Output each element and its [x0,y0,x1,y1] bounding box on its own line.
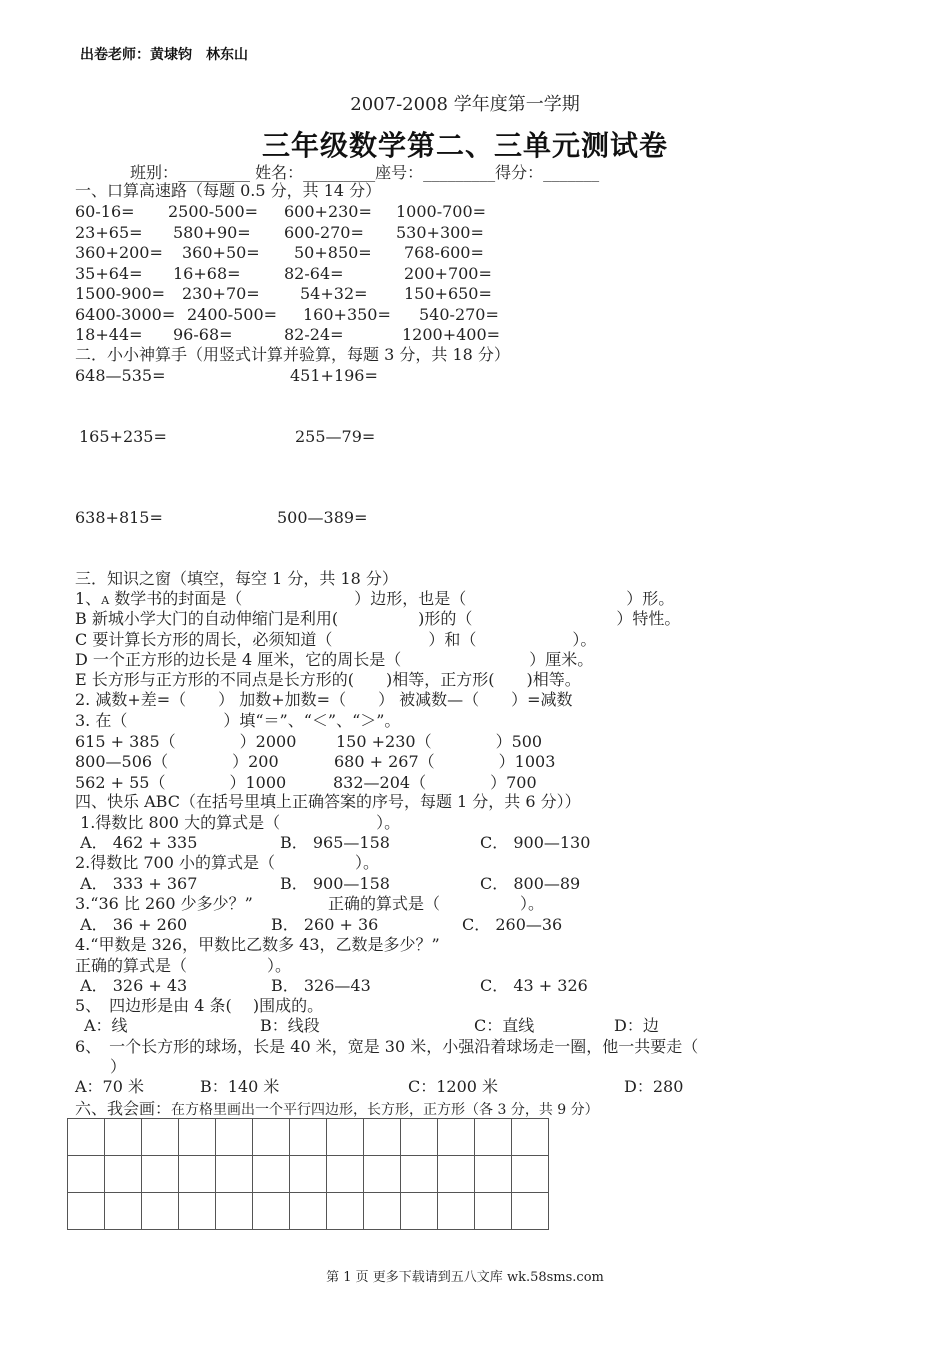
author-line: 出卷老师：黄埭钧 林东山 [80,47,248,63]
grid-cell[interactable] [142,1193,179,1230]
grid-cell[interactable] [253,1119,290,1156]
vertical-calc-3a: 638+815= [75,508,163,527]
section-4-heading: 四、快乐 ABC（在括号里填上正确答案的序号，每题 1 分，共 6 分）） [75,792,581,811]
q4-5-option-c: C：直线 [474,1016,535,1035]
grid-cell[interactable] [105,1119,142,1156]
question-4-6-paren: ） [110,1057,127,1076]
question-4-1: 1.得数比 800 大的算式是（ ）。 [75,813,401,832]
question-3-1e: E 长方形与正方形的不同点是长方形的( )相等，正方形( )相等。 [75,670,581,689]
vertical-calc-2b: 255—79= [295,427,376,446]
q4-3-option-a: A． 36 + 260 [75,915,188,934]
oral-calc-item: 150+650= [404,284,492,303]
grid-cell[interactable] [253,1193,290,1230]
section-6-title: 六、我会画： [75,1099,172,1118]
grid-cell[interactable] [401,1156,438,1193]
oral-calc-item: 82-64= [284,263,344,283]
grid-cell[interactable] [438,1193,475,1230]
compare-item: 150 +230（ ）500 [336,732,543,751]
oral-calc-item: 600-270= [284,222,364,242]
q4-5-option-d: D：边 [614,1016,659,1035]
compare-item: 562 + 55（ ）1000 [75,772,287,792]
oral-calc-item: 230+70= [182,284,260,303]
section-2-heading: 二．小小神算手（用竖式计算并验算，每题 3 分，共 18 分） [75,345,510,364]
grid-cell[interactable] [142,1119,179,1156]
oral-calc-item: 18+44= [75,325,143,344]
compare-item: 680 + 267（ ）1003 [334,752,556,772]
vertical-calc-1a: 648—535= [75,366,166,385]
oral-calc-item: 16+68= [173,263,241,283]
compare-item: 615 + 385（ ）2000 [75,732,297,751]
q4-2-option-a: A． 333 + 367 [75,874,198,893]
grid-cell[interactable] [253,1156,290,1193]
oral-calc-item: 35+64= [75,263,143,283]
question-text: 数学书的封面是（ ）边形，也是（ ）形。 [109,589,675,608]
q4-4-option-b: B． 326—43 [271,976,371,995]
grid-cell[interactable] [364,1193,401,1230]
grid-cell[interactable] [475,1156,512,1193]
grid-cell[interactable] [179,1193,216,1230]
grid-cell[interactable] [364,1156,401,1193]
grid-cell[interactable] [105,1193,142,1230]
q4-5-option-b: B：线段 [260,1016,320,1035]
question-4-4b: 正确的算式是（ ）。 [75,956,292,975]
question-letter: A [101,594,110,607]
grid-cell[interactable] [142,1156,179,1193]
student-info-line: 班别：_________ 姓名：_________座号：_________得分：_______ [130,163,600,182]
grid-cell[interactable] [68,1193,105,1230]
oral-calc-item: 540-270= [419,304,499,324]
question-3-1b: B 新城小学大门的自动伸缩门是利用( )形的（ ）特性。 [75,609,681,628]
q4-3-option-c: C． 260—36 [462,915,563,934]
drawing-grid[interactable] [67,1118,549,1230]
grid-cell[interactable] [512,1119,549,1156]
oral-calc-item: 530+300= [396,222,484,242]
question-4-5: 5、 四边形是由 4 条( )围成的。 [75,996,324,1015]
question-3-1c: C 要计算长方形的周长，必须知道（ ）和（ ）。 [75,630,597,649]
oral-calc-item: 2500-500= [168,202,259,221]
grid-cell[interactable] [438,1119,475,1156]
oral-calc-item: 1000-700= [396,202,487,221]
grid-cell[interactable] [327,1156,364,1193]
section-3-heading: 三．知识之窗（填空，每空 1 分，共 18 分） [75,569,398,588]
grid-cell[interactable] [216,1193,253,1230]
oral-calc-item: 360+50= [182,243,260,262]
question-number: 1、 [75,589,102,608]
grid-cell[interactable] [105,1156,142,1193]
grid-cell[interactable] [475,1119,512,1156]
oral-calc-item: 60-16= [75,202,135,221]
q4-5-option-a: A：线 [84,1016,128,1035]
oral-calc-item: 200+700= [404,263,492,283]
section-6-heading [75,1099,599,1119]
question-3-1a [75,589,674,611]
question-4-2: 2.得数比 700 小的算式是（ ）。 [75,853,379,872]
grid-cell[interactable] [401,1193,438,1230]
q4-4-option-c: C． 43 + 326 [480,976,588,995]
q4-4-option-a: A． 326 + 43 [75,976,188,995]
q4-6-option-d: D：280 [624,1077,684,1096]
q4-1-option-b: B． 965—158 [280,833,390,852]
oral-calc-item: 23+65= [75,222,143,242]
page-footer: 第 1 页 更多下载请到五八文库 wk.58sms.com [326,1270,604,1285]
grid-cell[interactable] [290,1193,327,1230]
question-3-2: 2. 减数+差=（ ） 加数+加数=（ ） 被减数—（ ）=减数 [75,690,573,709]
oral-calc-item: 82-24= [284,325,344,344]
oral-calc-item: 768-600= [404,243,484,262]
oral-calc-item: 580+90= [173,222,251,242]
oral-calc-item: 96-68= [173,325,233,344]
q4-1-option-a: A． 462 + 335 [75,833,198,852]
grid-cell[interactable] [216,1119,253,1156]
grid-cell[interactable] [475,1193,512,1230]
question-4-3a: 3.“36 比 260 少多少？” [75,894,253,913]
grid-cell[interactable] [290,1156,327,1193]
compare-item: 832—204（ ）700 [333,772,537,792]
oral-calc-item: 2400-500= [187,304,278,324]
vertical-calc-2a: 165+235= [79,427,167,446]
oral-calc-item: 50+850= [294,243,372,262]
question-3-1d: D 一个正方形的边长是 4 厘米，它的周长是（ ）厘米。 [75,650,594,669]
oral-calc-item: 6400-3000= [75,304,176,324]
question-4-6: 6、 一个长方形的球场，长是 40 米，宽是 30 米，小强沿着球场走一圈，他一共要走（ [75,1037,699,1056]
question-4-4: 4.“甲数是 326，甲数比乙数多 43，乙数是多少？” [75,935,440,954]
school-year: 2007-2008 学年度第一学期 [350,94,580,115]
compare-item: 800—506（ ）200 [75,752,279,772]
question-4-3b: 正确的算式是（ ）。 [328,894,545,913]
grid-cell[interactable] [512,1156,549,1193]
grid-row [68,1156,549,1193]
grid-cell[interactable] [438,1156,475,1193]
section-1-heading: 一、口算高速路（每题 0.5 分，共 14 分） [75,181,382,200]
oral-calc-item: 1500-900= [75,284,166,303]
q4-6-option-c: C：1200 米 [408,1077,499,1096]
q4-2-option-b: B． 900—158 [280,874,390,893]
grid-cell[interactable] [327,1119,364,1156]
page-title: 三年级数学第二、三单元测试卷 [261,129,668,162]
section-6-instruction: 在方格里画出一个平行四边形，长方形，正方形（各 3 分，共 9 分） [171,1102,599,1118]
grid-row [68,1193,549,1230]
q4-2-option-c: C． 800—89 [480,874,581,893]
grid-cell[interactable] [216,1156,253,1193]
grid-cell[interactable] [68,1119,105,1156]
grid-cell[interactable] [512,1193,549,1230]
oral-calc-item: 160+350= [303,304,391,324]
q4-3-option-b: B． 260 + 36 [271,915,379,934]
grid-cell[interactable] [179,1156,216,1193]
vertical-calc-1b: 451+196= [290,366,378,385]
vertical-calc-3b: 500—389= [277,508,368,527]
grid-row [68,1119,549,1156]
grid-cell[interactable] [68,1156,105,1193]
oral-calc-item: 600+230= [284,202,372,221]
grid-cell[interactable] [179,1119,216,1156]
oral-calc-item: 1200+400= [402,325,501,344]
grid-cell[interactable] [327,1193,364,1230]
grid-cell[interactable] [364,1119,401,1156]
q4-6-option-b: B：140 米 [200,1077,280,1096]
question-3-3: 3. 在（ ）填“＝”、“＜”、“＞”。 [75,711,401,730]
grid-cell[interactable] [401,1119,438,1156]
oral-calc-item: 360+200= [75,243,163,262]
q4-1-option-c: C． 900—130 [480,833,591,852]
q4-6-option-a: A：70 米 [75,1077,145,1096]
grid-cell[interactable] [290,1119,327,1156]
oral-calc-item: 54+32= [300,284,368,303]
